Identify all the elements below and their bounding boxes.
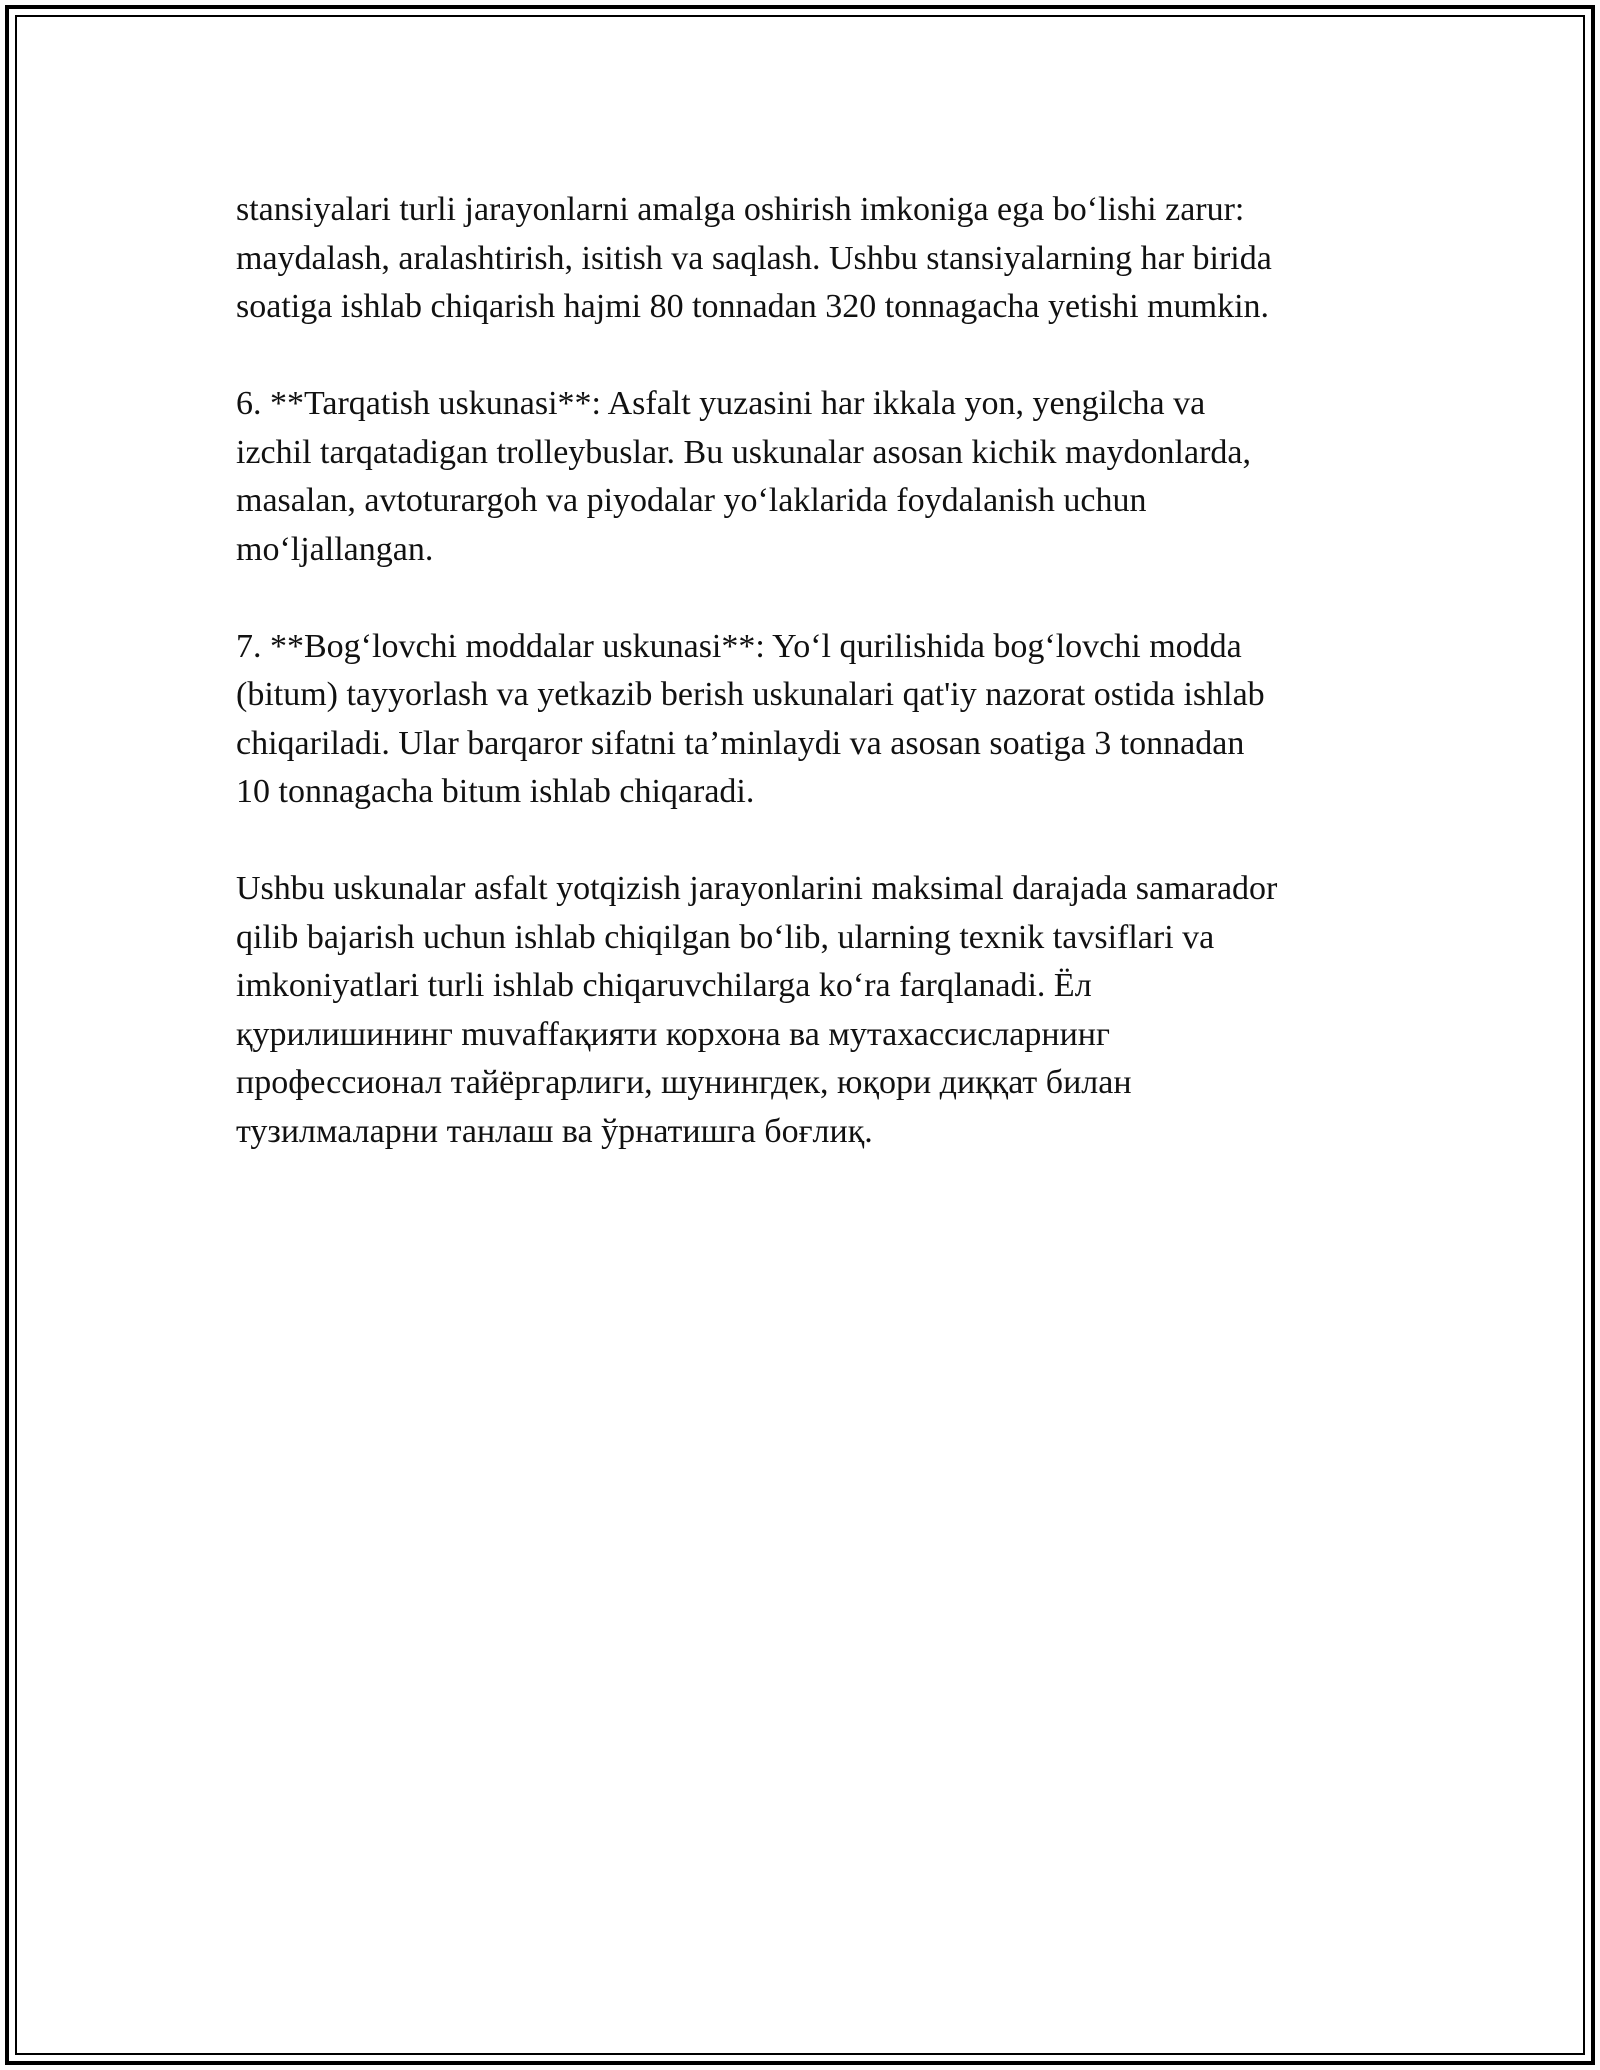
paragraph-stations <box>236 186 1406 332</box>
text-line: 10 tonnagacha bitum ishlab chiqaradi. <box>236 773 755 810</box>
text-line: qilib bajarish uchun ishlab chiqilgan bo‘lib, ularning texnik tavsiflari va <box>236 918 1215 956</box>
text-line: mo‘ljallangan. <box>236 530 434 568</box>
text-line: 7. **Bog‘lovchi moddalar uskunasi**: Yo‘l qurilishida bog‘lovchi modda <box>236 627 1242 665</box>
text-line: Ushbu uskunalar asfalt yotqizish jarayonlarini maksimal darajada samarador <box>236 870 1278 907</box>
text-line: izchil tarqatadigan trolleybuslar. Bu uskunalar asosan kichik maydonlarda, <box>236 433 1251 471</box>
text-line: тузилмаларни танлаш ва ўрнатишга боғлиқ. <box>236 1112 873 1150</box>
text-line: профессионал тайёргарлиги, шунингдек, юқори диққат билан <box>236 1064 1132 1101</box>
text-line: masalan, avtoturargoh va piyodalar yo‘laklarida foydalanish uchun <box>236 482 1147 519</box>
text-line: soatiga ishlab chiqarish hajmi 80 tonnadan 320 tonnagacha yetishi mumkin. <box>236 288 1270 325</box>
text-line: stansiyalari turli jarayonlarni amalga oshirish imkoniga ega bo‘lishi zarur: <box>236 191 1245 228</box>
text-line: қурилишининг muvaffaқияти корхона ва мутахассисларнинг <box>236 1015 1110 1053</box>
text-line: (bitum) tayyorlash va yetkazib berish uskunalari qat'iy nazorat ostida ishlab <box>236 676 1265 713</box>
text-line: 6. **Tarqatish uskunasi**: Asfalt yuzasini har ikkala yon, yengilcha va <box>236 385 1206 422</box>
text-line: chiqariladi. Ular barqaror sifatni ta’minlaydi va asosan soatiga 3 tonnadan <box>236 724 1245 762</box>
text-line: maydalash, aralashtirish, isitish va saqlash. Ushbu stansiyalarning har birida <box>236 239 1272 277</box>
document-body <box>236 186 1406 1205</box>
paragraph-item-7 <box>236 623 1406 817</box>
text-line: imkoniyatlari turli ishlab chiqaruvchilarga ko‘ra farqlanadi. Ёл <box>236 967 1092 1004</box>
paragraph-item-6 <box>236 380 1406 574</box>
paragraph-conclusion <box>236 865 1406 1156</box>
